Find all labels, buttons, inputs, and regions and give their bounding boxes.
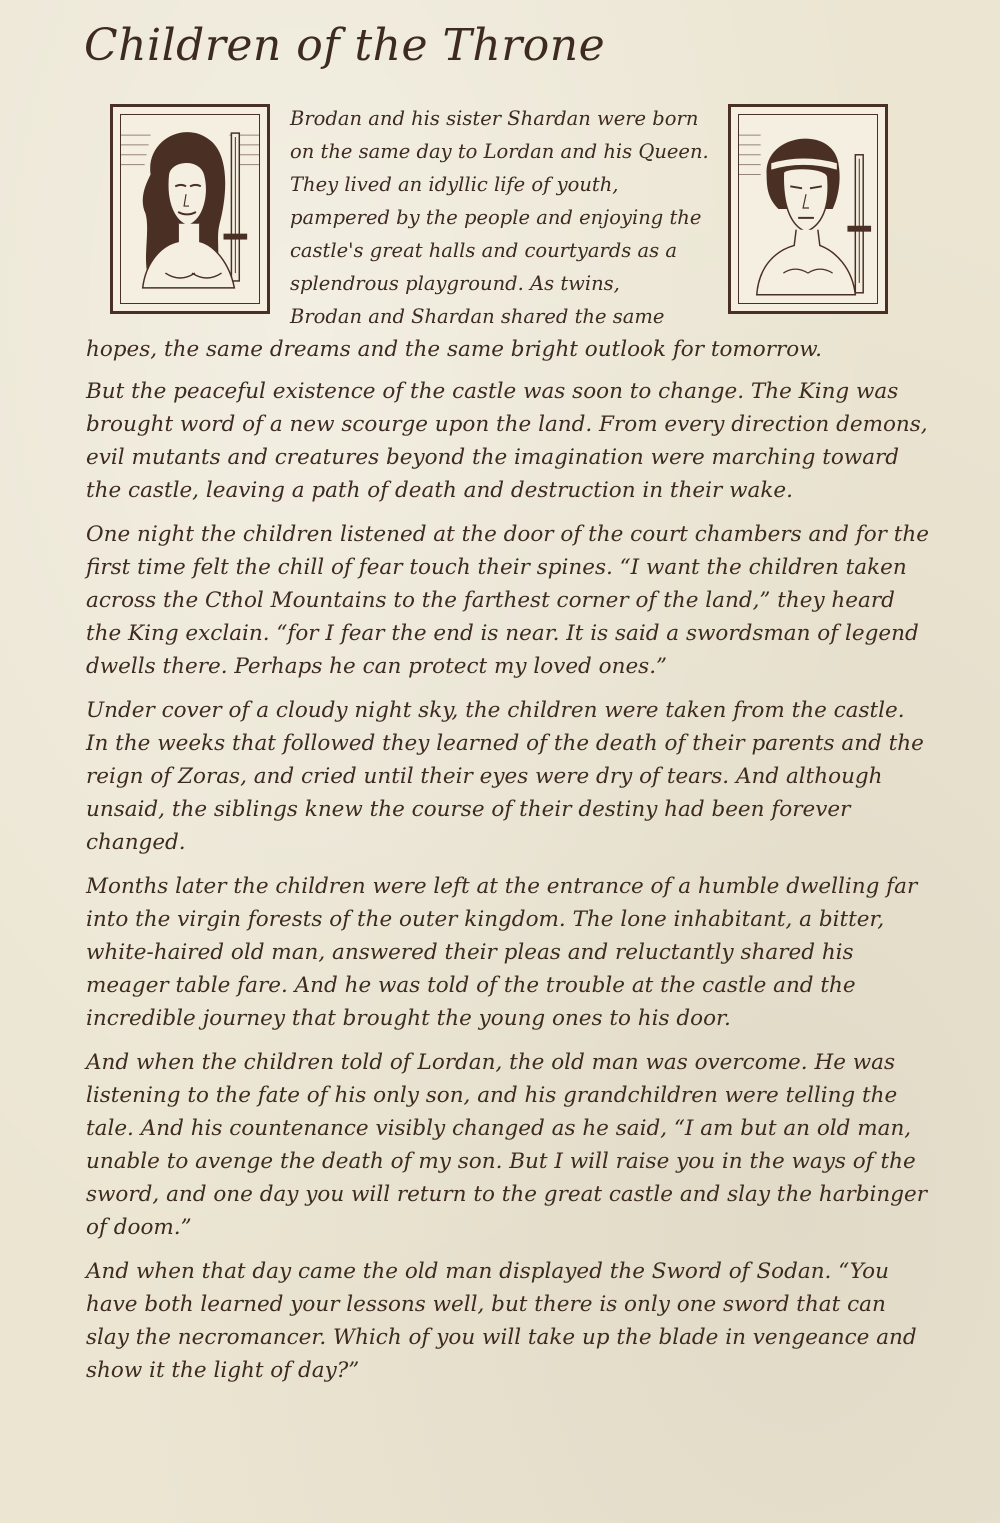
story-paragraph: One night the children listened at the door of the court chambers and for the first time felt the chill of fear touch their spines. “I want the children taken across the Cthol Mountains to the farthest corner of the land,” they heard the King exclain. “for I fear the end is near. It is said a swordsman of legend dwells there. Perhaps he can protect my loved ones.” xyxy=(86,522,929,679)
intro-block xyxy=(290,102,718,333)
story-paragraph: Under cover of a cloudy night sky, the children were taken from the castle. In the weeks that followed they learned of the death of their parents and the reign of Zoras, and cried until their eyes were dry of tears. And although unsaid, the siblings knew the course of their destiny had been forever changed. xyxy=(86,698,924,855)
story-paragraph: Months later the children were left at the entrance of a humble dwelling far into the virgin forests of the outer kingdom. The lone inhabitant, a bitter, white-haired old man, answered their pleas and reluctantly shared his meager table fare. And he was told of the trouble at the castle and the incredible journey that brought the young ones to his door. xyxy=(86,874,918,1031)
story-body xyxy=(86,333,931,1398)
page-title: Children of the Throne xyxy=(84,20,606,71)
intro-line: splendrous playground. As twins, xyxy=(290,272,620,295)
shardan-illustration xyxy=(121,115,259,303)
portrait-frame xyxy=(738,114,878,304)
portrait-brodan xyxy=(728,104,888,314)
story-paragraph: And when the children told of Lordan, the old man was overcome. He was listening to the fate of his only son, and his grandchildren were telling the tale. And his countenance visibly changed as he said, “I am but an old man, unable to avenge the death of my son. But I will raise you in the ways of the sword, and one day you will return to the great castle and slay the harbinger of doom.” xyxy=(86,1050,928,1240)
intro-line: castle's great halls and courtyards as a xyxy=(290,239,677,262)
portrait-shardan xyxy=(110,104,270,314)
intro-line: pampered by the people and enjoying the xyxy=(290,206,702,229)
portrait-frame xyxy=(120,114,260,304)
story-paragraph: But the peaceful existence of the castle was soon to change. The King was brought word of a new scourge upon the land. From every direction demons, evil mutants and creatures beyond the imagination were marching toward the castle, leaving a path of death and destruction in their wake. xyxy=(86,379,928,503)
intro-line: Brodan and Shardan shared the same xyxy=(290,305,665,328)
intro-line: Brodan and his sister Shardan were born xyxy=(290,107,699,130)
intro-line: on the same day to Lordan and his Queen. xyxy=(290,140,709,163)
intro-tail: hopes, the same dreams and the same bright outlook for tomorrow. xyxy=(86,337,822,362)
intro-line: They lived an idyllic life of youth, xyxy=(290,173,619,196)
story-paragraph: And when that day came the old man displayed the Sword of Sodan. “You have both learned your lessons well, but there is only one sword that can slay the necromancer. Which of you will take up the blade in vengeance and show it the light of day?” xyxy=(86,1259,917,1383)
brodan-illustration xyxy=(739,115,877,303)
